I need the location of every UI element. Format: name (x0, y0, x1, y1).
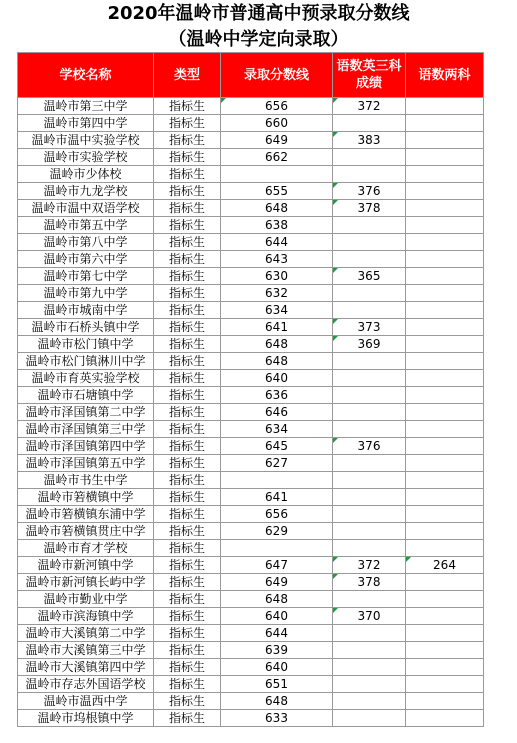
table-row (18, 421, 484, 438)
two-subject-cell (406, 319, 484, 336)
table-row (18, 438, 484, 455)
two-subject-cell (406, 574, 484, 591)
table-row (18, 336, 484, 353)
three-subject-cell (333, 404, 406, 421)
cutoff-score-cell: 629 (221, 523, 333, 540)
table-row (18, 370, 484, 387)
two-subject-cell (406, 217, 484, 234)
table-row (18, 455, 484, 472)
type-cell: 指标生 (154, 625, 221, 642)
type-cell: 指标生 (154, 387, 221, 404)
three-subject-cell (333, 455, 406, 472)
cutoff-score-cell: 649 (221, 574, 333, 591)
type-cell: 指标生 (154, 132, 221, 149)
school-name-cell: 温岭市温西中学 (18, 693, 154, 710)
type-cell: 指标生 (154, 455, 221, 472)
cutoff-score-cell: 641 (221, 319, 333, 336)
three-subject-cell: 378 (333, 200, 406, 217)
cutoff-score-cell: 651 (221, 676, 333, 693)
three-subject-cell: 376 (333, 438, 406, 455)
cutoff-score-cell: 648 (221, 693, 333, 710)
type-cell: 指标生 (154, 319, 221, 336)
three-subject-cell (333, 506, 406, 523)
two-subject-cell (406, 132, 484, 149)
two-subject-cell (406, 421, 484, 438)
school-name-cell: 温岭市坞根镇中学 (18, 710, 154, 727)
type-cell: 指标生 (154, 472, 221, 489)
three-subject-cell (333, 659, 406, 676)
cutoff-score-cell: 627 (221, 455, 333, 472)
two-subject-cell (406, 115, 484, 132)
school-name-cell: 温岭市育才学校 (18, 540, 154, 557)
two-subject-cell (406, 523, 484, 540)
cutoff-score-cell: 646 (221, 404, 333, 421)
three-subject-cell (333, 591, 406, 608)
table-row (18, 234, 484, 251)
table-row (18, 506, 484, 523)
type-cell: 指标生 (154, 285, 221, 302)
school-name-cell: 温岭市松门镇淋川中学 (18, 353, 154, 370)
table-row (18, 183, 484, 200)
table-row (18, 319, 484, 336)
table-row (18, 676, 484, 693)
table-row (18, 710, 484, 727)
cutoff-score-cell: 639 (221, 642, 333, 659)
type-cell: 指标生 (154, 336, 221, 353)
page-title: 2020年温岭市普通高中预录取分数线 (107, 3, 410, 24)
type-cell: 指标生 (154, 710, 221, 727)
three-subject-cell: 369 (333, 336, 406, 353)
school-name-cell: 温岭市第六中学 (18, 251, 154, 268)
table-row (18, 166, 484, 183)
two-subject-cell (406, 370, 484, 387)
two-subject-cell (406, 642, 484, 659)
three-subject-cell (333, 642, 406, 659)
type-cell: 指标生 (154, 438, 221, 455)
school-name-cell: 温岭市第七中学 (18, 268, 154, 285)
cutoff-score-cell: 638 (221, 217, 333, 234)
three-subject-cell (333, 217, 406, 234)
table-row (18, 693, 484, 710)
table-row (18, 591, 484, 608)
page-subtitle: （温岭中学定向录取） (168, 29, 349, 50)
table-row (18, 98, 484, 115)
two-subject-cell (406, 387, 484, 404)
title-block (0, 0, 517, 52)
type-cell: 指标生 (154, 642, 221, 659)
type-cell: 指标生 (154, 353, 221, 370)
header-school-name: 学校名称 (18, 53, 154, 98)
table-row (18, 132, 484, 149)
table-row (18, 302, 484, 319)
cutoff-score-cell: 634 (221, 421, 333, 438)
cutoff-score-cell: 649 (221, 132, 333, 149)
type-cell: 指标生 (154, 489, 221, 506)
school-name-cell: 温岭市第三中学 (18, 98, 154, 115)
cutoff-score-cell: 636 (221, 387, 333, 404)
three-subject-cell: 372 (333, 557, 406, 574)
two-subject-cell (406, 285, 484, 302)
three-subject-cell (333, 285, 406, 302)
school-name-cell: 温岭市大溪镇第四中学 (18, 659, 154, 676)
cutoff-score-cell: 662 (221, 149, 333, 166)
table-row (18, 642, 484, 659)
school-name-cell: 温岭市育英实验学校 (18, 370, 154, 387)
cutoff-score-cell: 644 (221, 234, 333, 251)
two-subject-cell (406, 608, 484, 625)
three-subject-cell: 370 (333, 608, 406, 625)
school-name-cell: 温岭市泽国镇第四中学 (18, 438, 154, 455)
three-subject-cell (333, 370, 406, 387)
school-name-cell: 温岭市箬横镇中学 (18, 489, 154, 506)
cutoff-score-cell: 630 (221, 268, 333, 285)
two-subject-cell: 264 (406, 557, 484, 574)
cutoff-score-cell: 645 (221, 438, 333, 455)
table-row (18, 574, 484, 591)
table-row (18, 115, 484, 132)
three-subject-cell (333, 676, 406, 693)
type-cell: 指标生 (154, 302, 221, 319)
two-subject-cell (406, 268, 484, 285)
cutoff-score-cell (221, 166, 333, 183)
cutoff-score-cell: 648 (221, 336, 333, 353)
school-name-cell: 温岭市第四中学 (18, 115, 154, 132)
table-row (18, 353, 484, 370)
two-subject-cell (406, 200, 484, 217)
table-row (18, 557, 484, 574)
three-subject-cell (333, 489, 406, 506)
school-name-cell: 温岭市石桥头镇中学 (18, 319, 154, 336)
type-cell: 指标生 (154, 166, 221, 183)
school-name-cell: 温岭市勤业中学 (18, 591, 154, 608)
header-two-subject-score: 语数两科 (406, 53, 484, 98)
two-subject-cell (406, 693, 484, 710)
school-name-cell: 温岭市第九中学 (18, 285, 154, 302)
school-name-cell: 温岭市泽国镇第二中学 (18, 404, 154, 421)
school-name-cell: 温岭市松门镇中学 (18, 336, 154, 353)
school-name-cell: 温岭市少体校 (18, 166, 154, 183)
three-subject-cell: 365 (333, 268, 406, 285)
type-cell: 指标生 (154, 659, 221, 676)
type-cell: 指标生 (154, 234, 221, 251)
school-name-cell: 温岭市箬横镇贯庄中学 (18, 523, 154, 540)
three-subject-cell (333, 149, 406, 166)
three-subject-cell (333, 540, 406, 557)
school-name-cell: 温岭市泽国镇第五中学 (18, 455, 154, 472)
table-row (18, 251, 484, 268)
three-subject-cell (333, 387, 406, 404)
cutoff-score-cell: 648 (221, 591, 333, 608)
school-name-cell: 温岭市书生中学 (18, 472, 154, 489)
school-name-cell: 温岭市实验学校 (18, 149, 154, 166)
type-cell: 指标生 (154, 591, 221, 608)
type-cell: 指标生 (154, 98, 221, 115)
header-type: 类型 (154, 53, 221, 98)
score-table (17, 52, 484, 727)
two-subject-cell (406, 302, 484, 319)
table-body (18, 98, 484, 727)
type-cell: 指标生 (154, 523, 221, 540)
two-subject-cell (406, 336, 484, 353)
cutoff-score-cell: 647 (221, 557, 333, 574)
table-row (18, 387, 484, 404)
school-name-cell: 温岭市九龙学校 (18, 183, 154, 200)
three-subject-cell: 373 (333, 319, 406, 336)
two-subject-cell (406, 676, 484, 693)
two-subject-cell (406, 166, 484, 183)
type-cell: 指标生 (154, 693, 221, 710)
table-row (18, 149, 484, 166)
table-row (18, 472, 484, 489)
type-cell: 指标生 (154, 149, 221, 166)
three-subject-cell (333, 472, 406, 489)
table-header-row (18, 53, 484, 98)
three-subject-cell: 383 (333, 132, 406, 149)
two-subject-cell (406, 98, 484, 115)
cutoff-score-cell: 632 (221, 285, 333, 302)
school-name-cell: 温岭市新河镇长屿中学 (18, 574, 154, 591)
three-subject-cell (333, 421, 406, 438)
table-row (18, 404, 484, 421)
table-row (18, 608, 484, 625)
cutoff-score-cell: 633 (221, 710, 333, 727)
three-subject-cell (333, 234, 406, 251)
type-cell: 指标生 (154, 200, 221, 217)
type-cell: 指标生 (154, 574, 221, 591)
cutoff-score-cell: 640 (221, 370, 333, 387)
header-three-subject-score: 语数英三科成绩 (333, 53, 406, 98)
two-subject-cell (406, 149, 484, 166)
type-cell: 指标生 (154, 540, 221, 557)
cutoff-score-cell (221, 540, 333, 557)
type-cell: 指标生 (154, 557, 221, 574)
three-subject-cell: 378 (333, 574, 406, 591)
table-row (18, 285, 484, 302)
cutoff-score-cell: 648 (221, 200, 333, 217)
school-name-cell: 温岭市第五中学 (18, 217, 154, 234)
two-subject-cell (406, 506, 484, 523)
table-row (18, 540, 484, 557)
type-cell: 指标生 (154, 183, 221, 200)
cutoff-score-cell: 640 (221, 659, 333, 676)
school-name-cell: 温岭市箬横镇东浦中学 (18, 506, 154, 523)
two-subject-cell (406, 234, 484, 251)
type-cell: 指标生 (154, 404, 221, 421)
cutoff-score-cell: 641 (221, 489, 333, 506)
cutoff-score-cell: 643 (221, 251, 333, 268)
header-cutoff-score: 录取分数线 (221, 53, 333, 98)
two-subject-cell (406, 183, 484, 200)
school-name-cell: 温岭市石塘镇中学 (18, 387, 154, 404)
table-row (18, 268, 484, 285)
school-name-cell: 温岭市城南中学 (18, 302, 154, 319)
cutoff-score-cell: 634 (221, 302, 333, 319)
two-subject-cell (406, 438, 484, 455)
cutoff-score-cell: 656 (221, 506, 333, 523)
two-subject-cell (406, 404, 484, 421)
three-subject-cell (333, 115, 406, 132)
cutoff-score-cell: 648 (221, 353, 333, 370)
table-row (18, 489, 484, 506)
school-name-cell: 温岭市新河镇中学 (18, 557, 154, 574)
cutoff-score-cell: 656 (221, 98, 333, 115)
table-row (18, 523, 484, 540)
school-name-cell: 温岭市第八中学 (18, 234, 154, 251)
three-subject-cell: 372 (333, 98, 406, 115)
table-row (18, 659, 484, 676)
school-name-cell: 温岭市温中实验学校 (18, 132, 154, 149)
school-name-cell: 温岭市存志外国语学校 (18, 676, 154, 693)
three-subject-cell (333, 353, 406, 370)
three-subject-cell (333, 710, 406, 727)
three-subject-cell (333, 302, 406, 319)
cutoff-score-cell: 640 (221, 608, 333, 625)
type-cell: 指标生 (154, 217, 221, 234)
two-subject-cell (406, 659, 484, 676)
cutoff-score-cell: 644 (221, 625, 333, 642)
two-subject-cell (406, 472, 484, 489)
type-cell: 指标生 (154, 370, 221, 387)
type-cell: 指标生 (154, 506, 221, 523)
type-cell: 指标生 (154, 608, 221, 625)
cutoff-score-cell: 655 (221, 183, 333, 200)
two-subject-cell (406, 625, 484, 642)
table-row (18, 200, 484, 217)
three-subject-cell (333, 166, 406, 183)
type-cell: 指标生 (154, 421, 221, 438)
two-subject-cell (406, 540, 484, 557)
table-row (18, 625, 484, 642)
three-subject-cell: 376 (333, 183, 406, 200)
two-subject-cell (406, 710, 484, 727)
cutoff-score-cell (221, 472, 333, 489)
two-subject-cell (406, 591, 484, 608)
two-subject-cell (406, 353, 484, 370)
three-subject-cell (333, 625, 406, 642)
three-subject-cell (333, 251, 406, 268)
school-name-cell: 温岭市温中双语学校 (18, 200, 154, 217)
type-cell: 指标生 (154, 268, 221, 285)
table-row (18, 217, 484, 234)
type-cell: 指标生 (154, 676, 221, 693)
two-subject-cell (406, 251, 484, 268)
three-subject-cell (333, 523, 406, 540)
two-subject-cell (406, 455, 484, 472)
school-name-cell: 温岭市滨海镇中学 (18, 608, 154, 625)
two-subject-cell (406, 489, 484, 506)
three-subject-cell (333, 693, 406, 710)
type-cell: 指标生 (154, 115, 221, 132)
school-name-cell: 温岭市大溪镇第三中学 (18, 642, 154, 659)
school-name-cell: 温岭市泽国镇第三中学 (18, 421, 154, 438)
school-name-cell: 温岭市大溪镇第二中学 (18, 625, 154, 642)
type-cell: 指标生 (154, 251, 221, 268)
cutoff-score-cell: 660 (221, 115, 333, 132)
